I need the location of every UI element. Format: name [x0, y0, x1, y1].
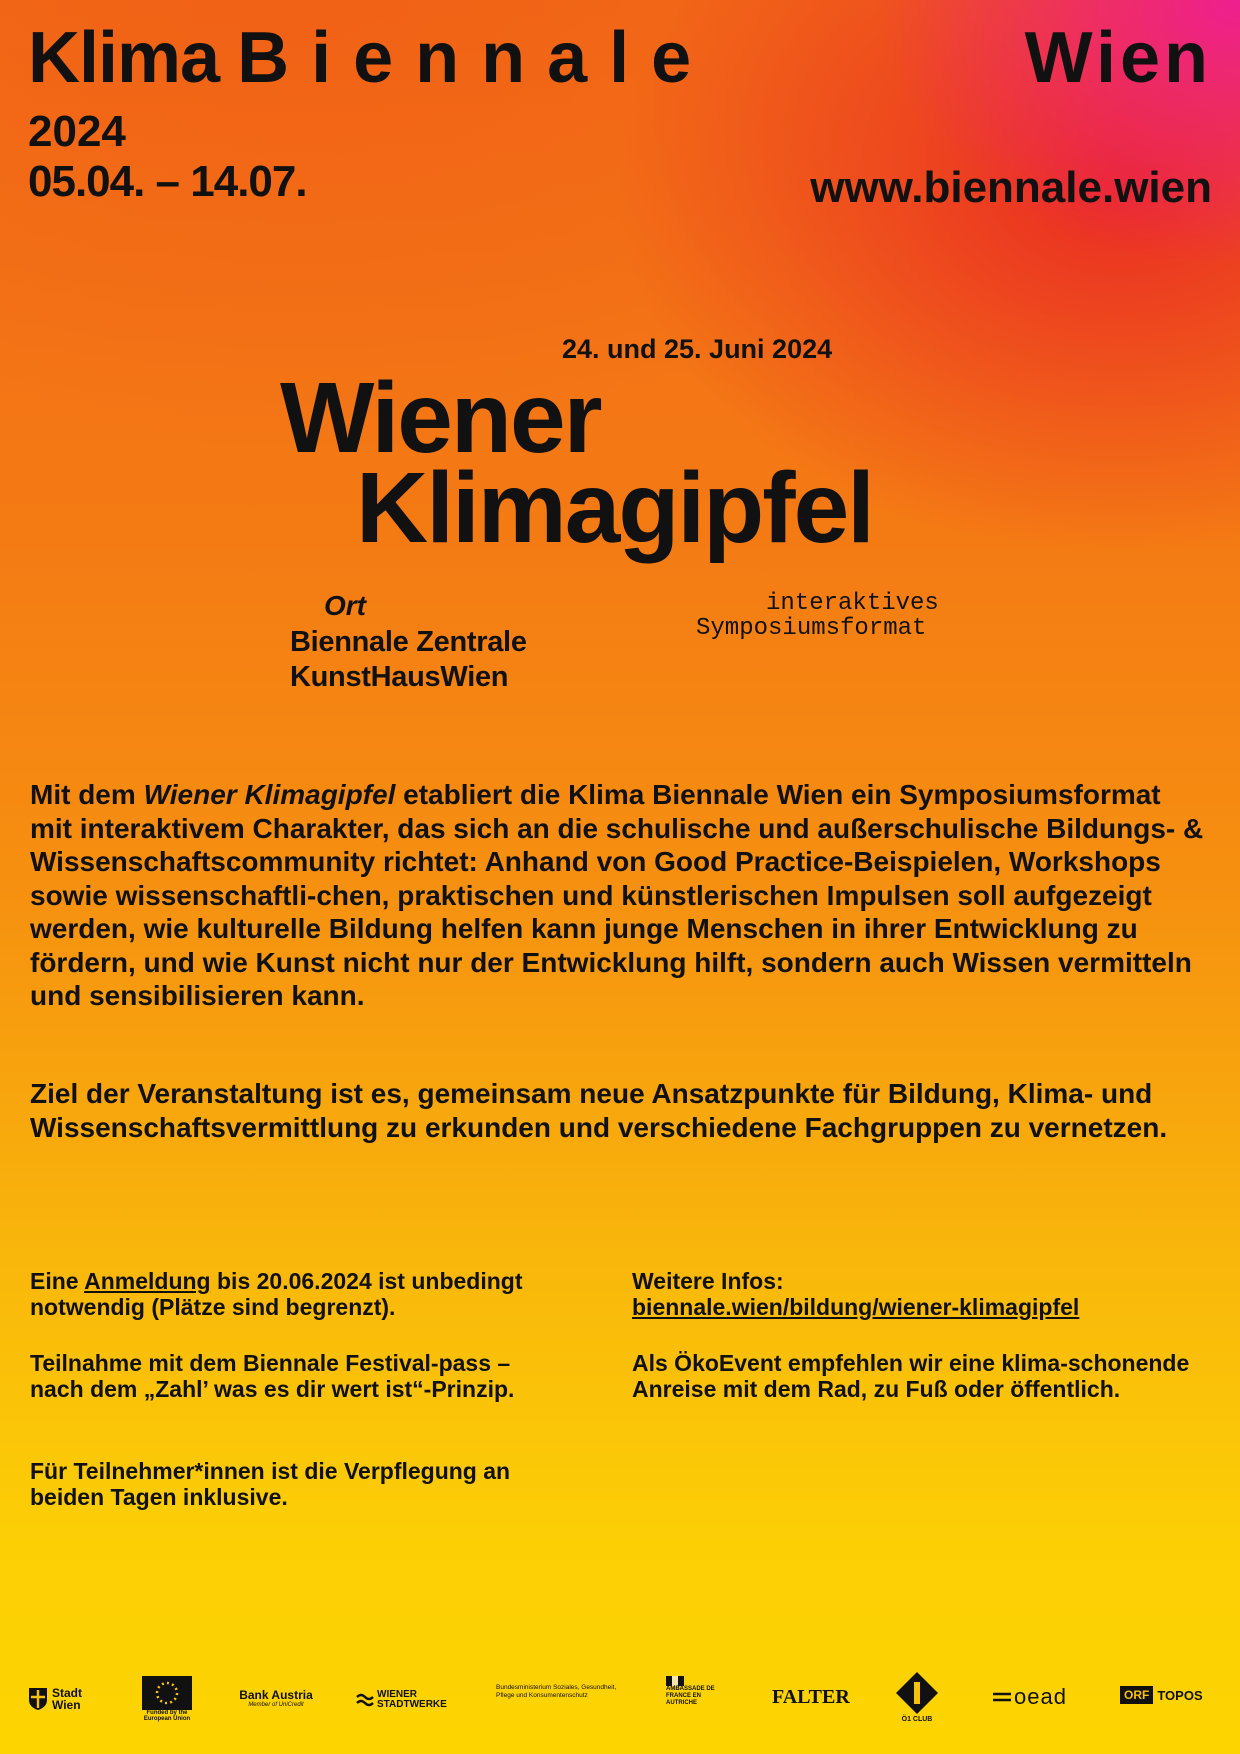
stadt-wien-label: Stadt Wien — [52, 1686, 82, 1712]
more-info-label: Weitere Infos: — [632, 1268, 784, 1294]
stadt-wien-logo — [28, 1682, 92, 1716]
description-emphasis: Wiener Klimagipfel — [143, 779, 396, 810]
orf-badge: ORF — [1120, 1686, 1153, 1704]
wien-shield-icon — [28, 1687, 48, 1711]
goal-paragraph: Ziel der Veranstaltung ist es, gemeinsam neue Ansatzpunkte für Bildung, Klima- und Wissenschaftsvermittlung zu erkunden und verschiedene Fachgruppen zu vernetzen. — [30, 1078, 1168, 1143]
format-line2: Symposiumsformat — [696, 615, 927, 642]
ambassade-label: AMBASSADE DE FRANCE EN AUTRICHE — [666, 1686, 715, 1706]
oead-lines-icon — [992, 1691, 1012, 1703]
venue-location: KunstHausWien — [290, 661, 509, 693]
header-title-klima: Klima — [28, 18, 220, 98]
event-title-line2: Klimagipfel — [356, 452, 873, 564]
eu-logo — [132, 1676, 202, 1722]
venue-name: Biennale Zentrale — [290, 626, 527, 658]
oe1-club-label: Ö1 CLUB — [901, 1716, 933, 1723]
eco-event-info: Als ÖkoEvent empfehlen wir eine klima-schonende Anreise mit dem Rad, zu Fuß oder öffentlich. — [632, 1350, 1190, 1402]
eu-flag-icon — [142, 1676, 192, 1710]
wiener-stadtwerke-label: WIENER STADTWERKE — [377, 1689, 447, 1710]
header-url[interactable]: www.biennale.wien — [810, 163, 1212, 212]
event-date: 24. und 25. Juni 2024 — [562, 334, 833, 364]
description-lead: Mit dem — [30, 779, 144, 810]
orf-topos-label: TOPOS — [1157, 1687, 1203, 1703]
oe1-diamond-icon — [894, 1670, 940, 1716]
more-info — [632, 1268, 1222, 1320]
format-line1: interaktives — [766, 590, 939, 617]
oead-label: oead — [1014, 1684, 1067, 1709]
header-title-wien: Wien — [1024, 18, 1212, 98]
header-year: 2024 — [28, 107, 126, 156]
registration-pre: Eine — [30, 1268, 85, 1294]
bank-austria-label: Bank Austria — [239, 1688, 313, 1702]
header-title — [28, 18, 714, 98]
ambassade-logo — [666, 1676, 726, 1707]
bank-austria-sub: Member of UniCredit — [248, 1702, 304, 1708]
stadtwerke-wave-icon — [356, 1693, 374, 1707]
event-title-line1: Wiener — [280, 362, 601, 474]
bundesministerium-logo — [496, 1684, 626, 1700]
header-dates: 05.04. – 14.07. — [28, 157, 307, 206]
oe1-club-logo — [890, 1670, 944, 1723]
wiener-stadtwerke-logo — [356, 1690, 447, 1710]
more-info-link[interactable]: biennale.wien/bildung/wiener-klimagipfel — [632, 1294, 1080, 1320]
bundesministerium-label: Bundesministerium Soziales, Gesundheit, Pflege und Konsumentenschutz — [496, 1684, 617, 1699]
description-paragraph — [30, 778, 1210, 1013]
sponsor-logo-row — [0, 1670, 1240, 1730]
registration-link[interactable]: Anmeldung — [84, 1268, 211, 1294]
description-rest: etabliert die Klima Biennale Wien ein Symposiumsformat mit interaktivem Charakter, das sich an die schulische und außerschulische Bildungs- & Wissenschaftscommunity richtet: Anhand von Good Practice-Beispielen, Workshops sowie wissenschaftli-chen, praktischen und künstlerischen Impulsen soll aufgezeigt werden, wie kulturelle Bildung helfen kann junge Menschen in ihrer Entwicklung zu fördern, und wie Kunst nicht nur der Entwicklung hilft, sondern auch Wissen vermitteln und sensibilisieren kann. — [30, 779, 1204, 1011]
falter-label: FALTER — [772, 1686, 850, 1708]
oead-logo — [992, 1684, 1067, 1710]
participation-info: Teilnahme mit dem Biennale Festival-pass – nach dem „Zahl’ was es dir wert ist“-Prinzip. — [30, 1350, 515, 1402]
eu-caption: Funded by the European Union — [143, 1710, 191, 1722]
bank-austria-logo — [236, 1688, 316, 1708]
falter-logo — [772, 1686, 850, 1709]
catering-info: Für Teilnehmer*innen ist die Verpflegung an beiden Tagen inklusive. — [30, 1458, 511, 1510]
french-flag-icon — [666, 1676, 684, 1686]
registration-post: bis 20.06.2024 ist unbedingt notwendig (Plätze sind begrenzt). — [30, 1268, 523, 1320]
registration-info — [30, 1268, 610, 1320]
venue-label: Ort — [324, 590, 366, 621]
header-title-biennale: Biennale — [237, 18, 714, 98]
orf-topos-logo — [1120, 1686, 1203, 1704]
